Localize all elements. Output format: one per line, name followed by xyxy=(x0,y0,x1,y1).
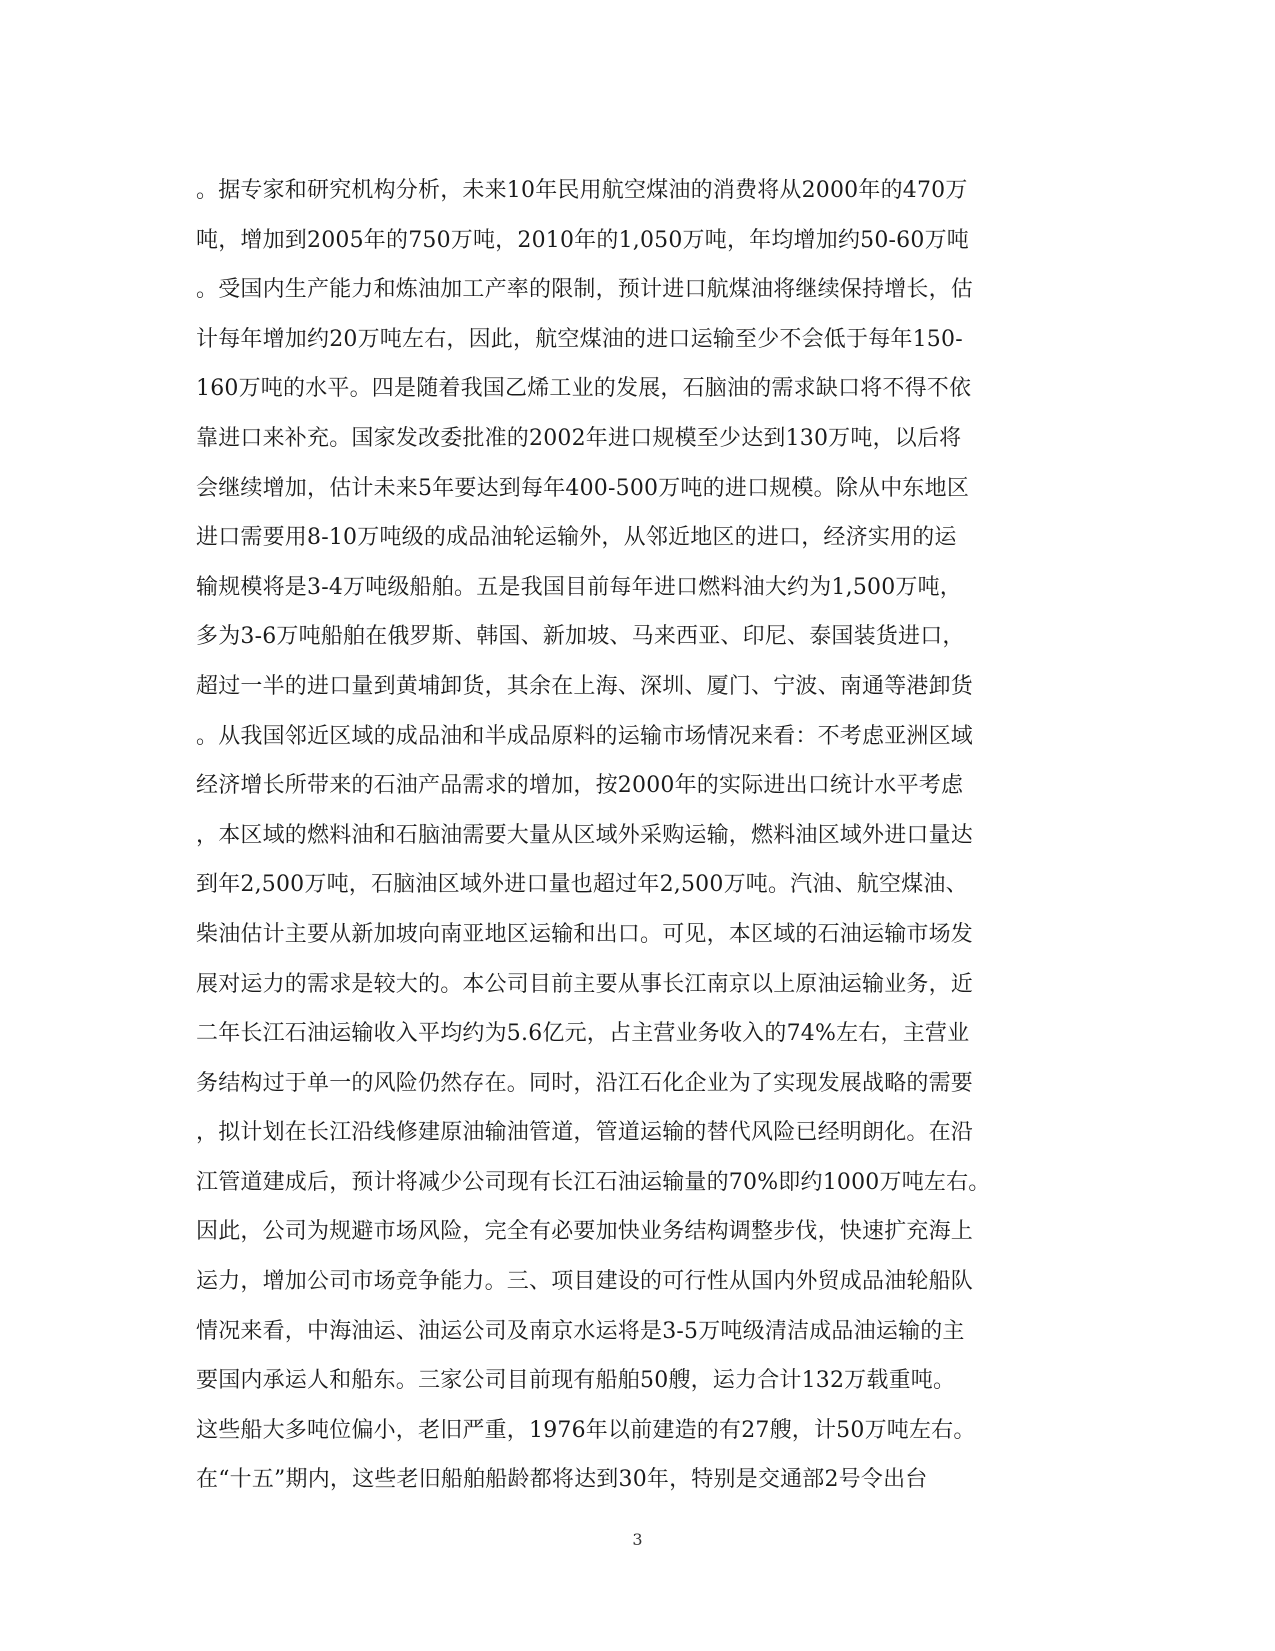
text-line: 因此，公司为规避市场风险，完全有必要加快业务结构调整步伐，快速扩充海上 xyxy=(196,1219,974,1245)
text-line: 展对运力的需求是较大的。本公司目前主要从事长江南京以上原油运输业务，近 xyxy=(196,971,974,997)
text-line: 计每年增加约20万吨左右，因此，航空煤油的进口运输至少不会低于每年150- xyxy=(196,326,963,352)
text-line: 运力，增加公司市场竞争能力。三、项目建设的可行性从国内外贸成品油轮船队 xyxy=(196,1269,974,1295)
text-line: ，拟计划在长江沿线修建原油输油管道，管道运输的替代风险已经明朗化。在沿 xyxy=(196,1120,974,1146)
text-line: 靠进口来补充。国家发改委批准的2002年进口规模至少达到130万吨，以后将 xyxy=(196,425,962,451)
text-line: 会继续增加，估计未来5年要达到每年400-500万吨的进口规模。除从中东地区 xyxy=(196,475,970,501)
text-line: 经济增长所带来的石油产品需求的增加，按2000年的实际进出口统计水平考虑 xyxy=(196,773,964,799)
page-number: 3 xyxy=(632,1530,643,1549)
text-line: 吨，增加到2005年的750万吨，2010年的1,050万吨，年均增加约50-60万吨 xyxy=(196,227,969,253)
text-line: 在“十五”期内，这些老旧船舶船龄都将达到30年，特别是交通部2号令出台 xyxy=(196,1467,928,1493)
text-line: 务结构过于单一的风险仍然存在。同时，沿江石化企业为了实现发展战略的需要 xyxy=(196,1070,974,1096)
text-line: 。受国内生产能力和炼油加工产率的限制，预计进口航煤油将继续保持增长，估 xyxy=(196,277,974,303)
body-text xyxy=(196,166,1076,1505)
text-line: 情况来看，中海油运、油运公司及南京水运将是3-5万吨级清洁成品油运输的主 xyxy=(196,1318,965,1344)
text-line: 柴油估计主要从新加坡向南亚地区运输和出口。可见，本区域的石油运输市场发 xyxy=(196,921,974,947)
text-line: 多为3-6万吨船舶在俄罗斯、韩国、新加坡、马来西亚、印尼、泰国装货进口， xyxy=(196,624,965,650)
text-line: 进口需要用8-10万吨级的成品油轮运输外，从邻近地区的进口，经济实用的运 xyxy=(196,525,957,551)
text-line: 输规模将是3-4万吨级船舶。五是我国目前每年进口燃料油大约为1,500万吨， xyxy=(196,574,963,600)
text-line: 。从我国邻近区域的成品油和半成品原料的运输市场情况来看：不考虑亚洲区域 xyxy=(196,723,974,749)
text-line: 到年2,500万吨，石脑油区域外进口量也超过年2,500万吨。汽油、航空煤油、 xyxy=(196,872,968,898)
text-line: 这些船大多吨位偏小，老旧严重，1976年以前建造的有27艘，计50万吨左右。 xyxy=(196,1417,976,1443)
text-line: 。据专家和研究机构分析，未来10年民用航空煤油的消费将从2000年的470万 xyxy=(196,178,968,203)
text-line: ，本区域的燃料油和石脑油需要大量从区域外采购运输，燃料油区域外进口量达 xyxy=(196,822,974,848)
text-line: 超过一半的进口量到黄埔卸货，其余在上海、深圳、厦门、宁波、南通等港卸货 xyxy=(196,673,974,699)
text-line: 江管道建成后，预计将减少公司现有长江石油运输量的70%即约1000万吨左右。 xyxy=(196,1169,991,1195)
text-line: 160万吨的水平。四是随着我国乙烯工业的发展，石脑油的需求缺口将不得不依 xyxy=(196,376,972,402)
text-line: 要国内承运人和船东。三家公司目前现有船舶50艘，运力合计132万载重吨。 xyxy=(196,1368,956,1394)
text-line: 二年长江石油运输收入平均约为5.6亿元，占主营业务收入的74%左右，主营业 xyxy=(196,1021,970,1047)
